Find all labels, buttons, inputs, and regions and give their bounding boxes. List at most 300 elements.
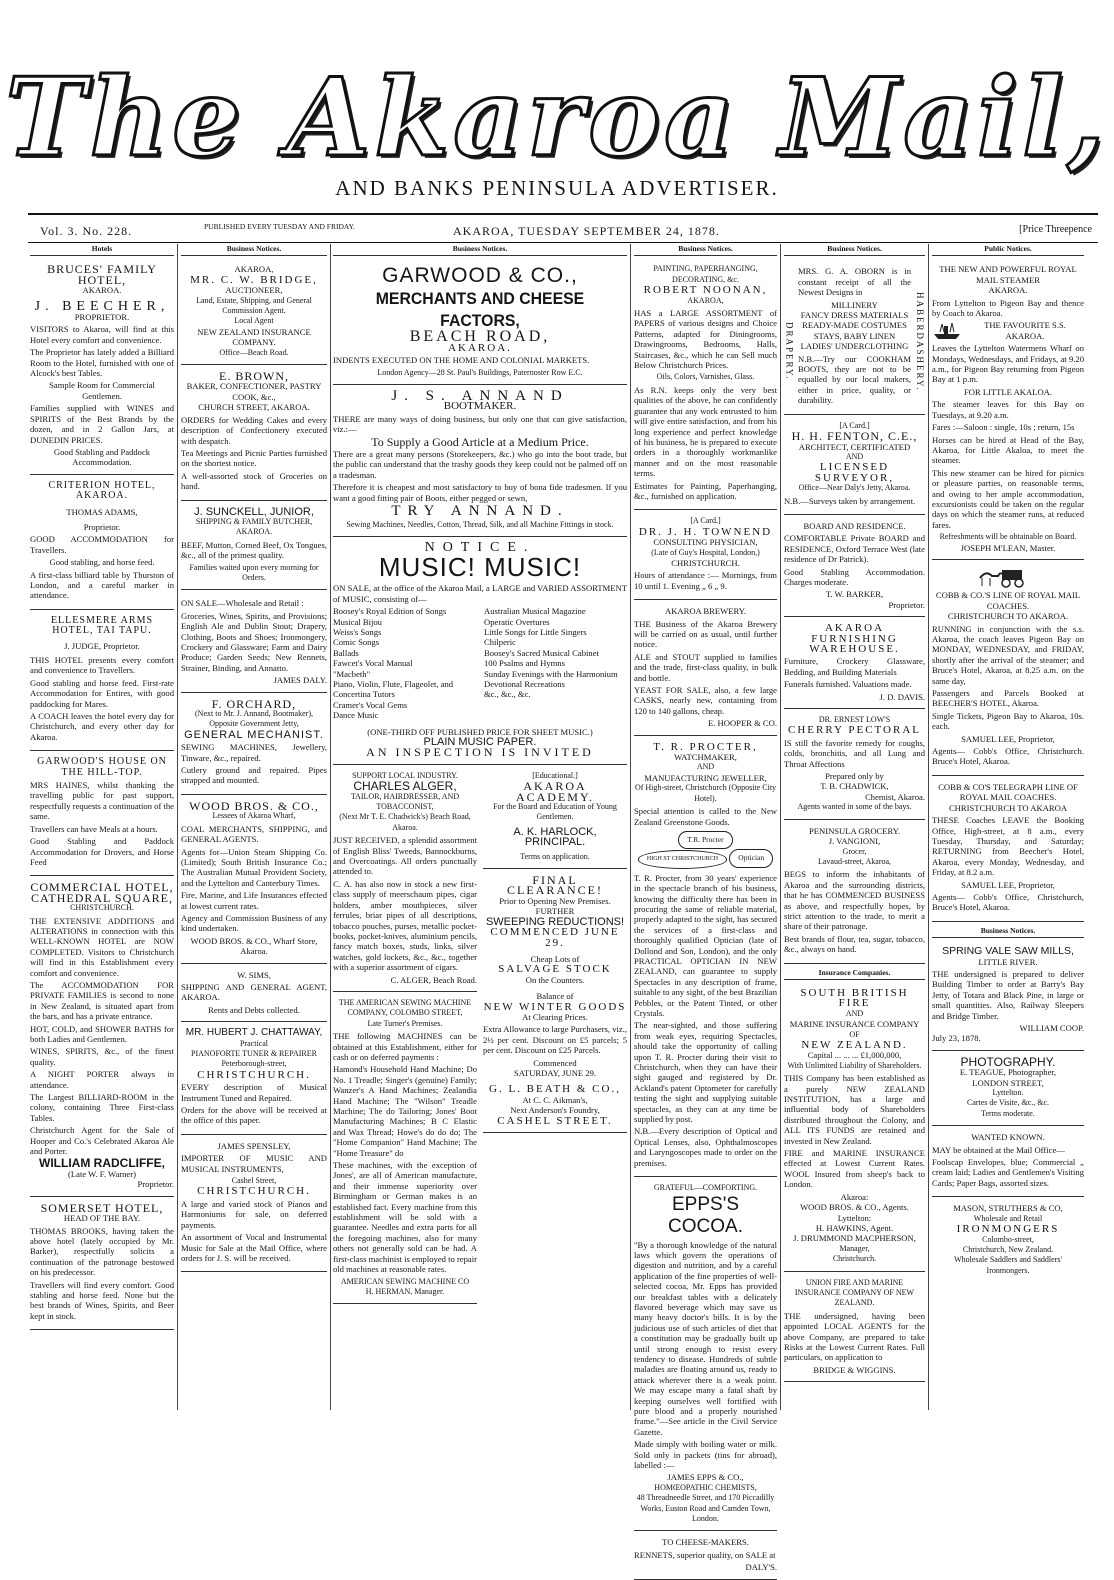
ad-heading: SUPPORT LOCAL INDUSTRY. — [352, 770, 458, 780]
ad-owner: WILLIAM RADCLIFFE, — [39, 1156, 165, 1171]
ad-text: Travellers can have Meals at a hours. — [30, 823, 158, 834]
ad-heading: CHRISTCHURCH TO AKAROA. — [947, 611, 1069, 622]
ad-owner: G. L. BEATH & CO., — [489, 1083, 621, 1096]
ad-brown — [181, 369, 327, 500]
ad-role: BOOTMAKER. — [443, 400, 517, 413]
ad-owner: ROBERT NOONAN, — [643, 284, 768, 297]
ad-place: CHRISTCHURCH. — [197, 1185, 311, 1198]
ad-text: Made simply with boiling water or milk. Sold only in packets (tins for abroad), labelled :— — [634, 1439, 777, 1471]
ad-text: Cutlery ground and repaired. Pipes strapped and mounted. — [181, 765, 327, 786]
ad-text: A large and varied stock of Pianos and Harmoniums for sale, on deferred payments. — [181, 1198, 327, 1230]
music-list-item: 100 Psalms and Hymns — [484, 658, 565, 669]
ad-role: HOMŒOPATHIC CHEMISTS, — [654, 1482, 757, 1492]
ad-text: Oils, Colors, Varnishes, Glass. — [656, 372, 755, 382]
music-list-item: Boosey's Sacred Musical Cabinet — [484, 647, 599, 658]
ad-title: EPPS'S COCOA. — [668, 1193, 743, 1237]
ad-text: The Largest BILLIARD-ROOM in the colony, containing Three First-class Tables. — [30, 1092, 174, 1123]
ad-text: HAS a LARGE ASSORTMENT of PAPERS of various designs and Choice Patterns, adapted for Diningrooms, Drawingrooms, Bedrooms, Halls, Staircases, &c., which he can Sell much Below Christchurch Prices. — [634, 308, 777, 371]
ad-text: Horses can be hired at Head of the Bay, Akaroa, for Little Akaloa, to meet the steamer. — [932, 434, 1084, 466]
music-list-item: Fawcet's Vocal Manual — [333, 658, 413, 669]
ad-text: Cartes de Visite, &c., &c. — [966, 1098, 1050, 1108]
ad-place: Of High-street, Christchurch (Opposite City Hotel). — [634, 783, 777, 803]
ad-role: PAINTING, PAPERHANGING, DECORATING, &c. — [653, 264, 758, 284]
music-list-item: Sunday Evenings with the Harmonium — [484, 668, 618, 679]
ad-garwood-co — [333, 262, 627, 385]
ad-text: A COACH leaves the hotel every day for Christchurch, and every other day for Akaroa. — [30, 711, 174, 742]
column-rule — [330, 244, 331, 1410]
ad-garwoods-house — [30, 755, 174, 876]
ad-heading: CHRISTCHURCH TO AKAROA — [948, 802, 1068, 813]
music-list-item: Dance Music — [333, 710, 379, 721]
oborn-item: FANCY DRESS MATERIALS — [800, 310, 909, 321]
ad-text: Single Tickets, Pigeon Bay to Akaroa, 10s. each. — [932, 710, 1084, 732]
oborn-item: STAYS, BABY LINEN — [813, 330, 896, 341]
haberdashery-vertical-label: HABERDASHERY. — [915, 292, 925, 393]
oborn-item: MILLINERY — [831, 299, 878, 310]
procter-badge-left: T.R. Procter — [678, 831, 732, 849]
ad-text: Therefore it is cheapest and most satisfactory to buy of bona fide tradesmen. If you want a good fitting pair of Boots, either pegged or sewn, — [333, 482, 627, 503]
ad-owner: MASON, STRUTHERS & CO, — [953, 1203, 1063, 1214]
ad-place: (Next to Mr. J. Annand, Bootmaker), Opposite Government Jetty, — [195, 709, 313, 729]
ad-alger — [333, 769, 477, 992]
ad-owner: J. JUDGE, Proprietor. — [64, 640, 140, 651]
ad-bruces-hotel — [30, 262, 174, 474]
ad-place: Lyttelton: — [837, 1212, 872, 1223]
music-list-item: Australian Musical Magazine — [484, 606, 586, 617]
ad-role: Manager, — [839, 1243, 870, 1253]
ad-heading: [A Card.] — [839, 420, 870, 430]
music-list-item: Cramer's Vocal Gems — [333, 699, 408, 710]
ad-text: The near-sighted, and those suffering from weak eyes, requiring Spectacles, should take the opportunity of calling upon T. R. Procter during their visit to Christchurch, when they can have their sight gauged and registered by Dr. Ackland's patent Optometer for carefully testing the sight and supplying suitable spectacles, as they can at any time be supplied by post. — [634, 1020, 777, 1125]
ad-owner: J. BEECHER, — [34, 298, 170, 314]
ad-text: Estimates for Painting, Paperhanging, &c., furnished on application. — [634, 480, 777, 501]
ad-text: Agency and Commission Business of any kind undertaken. — [181, 912, 327, 934]
ad-text: GOOD ACCOMMODATION for Travellers. — [30, 534, 174, 555]
ad-text: (Late of Guy's Hospital, London,) — [651, 547, 760, 557]
ad-owner: E. TEAGUE, Photographer, — [959, 1067, 1057, 1078]
ad-union-fire — [784, 1276, 925, 1383]
dateline — [28, 222, 1098, 242]
ad-text: There are a great many persons (Storekeepers, &c.) who go into the boot trade, but the public can understand that the trashy goods they keep could not be palmed off on a tradesman. — [333, 449, 627, 480]
ad-slogan: AN INSPECTION IS INVITED — [366, 745, 594, 760]
ad-somerset-hotel — [30, 1201, 174, 1330]
ad-owner: JAMES DALY. — [273, 675, 327, 686]
oborn-item-list — [798, 300, 911, 352]
ad-text: Travellers will find every comfort. Good stabling and horse feed. None but the best brands of Wines, Spirits, and Beer kept in stock. — [30, 1279, 174, 1321]
ad-role: Proprietor. — [137, 1179, 174, 1190]
ad-text: SALVAGE STOCK — [498, 963, 612, 976]
ad-owner: MR. C. W. BRIDGE, — [190, 273, 318, 286]
ad-commercial-hotel — [30, 880, 174, 1196]
ad-place: AKAROA, — [234, 264, 274, 275]
ad-place: Akaroa: — [840, 1191, 869, 1202]
ad-title: FINAL CLEARANCE! — [507, 873, 603, 898]
ad-text: EVERY description of Musical Instrument Tuned and Repaired. — [181, 1082, 327, 1103]
ad-text: Hours of attendance :— Mornings, from 10 until 1. Evening „ 6 „ 9. — [634, 570, 777, 591]
music-list-item: Operatic Overtures — [484, 616, 550, 627]
issue-date: AKAROA, TUESDAY SEPTEMBER 24, 1878. — [453, 224, 720, 238]
ad-owner: SAMUEL LEE, Proprietor, — [961, 733, 1055, 744]
ad-role: AUCTIONEER, — [225, 285, 283, 296]
music-list-item: Weiss's Songs — [333, 626, 382, 637]
ad-daly — [181, 594, 327, 692]
ad-text: The ACCOMMODATION FOR PRIVATE FAMILIES is second to none in New Zealand, is situated apart from the bars, and has a private entrance. — [30, 979, 174, 1022]
ad-text: A NIGHT PORTER always in attendance. — [30, 1069, 174, 1090]
ad-photography — [932, 1055, 1084, 1126]
dateline-rule — [28, 242, 1098, 243]
ad-owner: JOSEPH M'LEAN, Master. — [960, 542, 1056, 553]
ad-place: Christchurch, New Zealand. — [962, 1244, 1054, 1254]
section-heading: Hotels — [30, 244, 174, 256]
ad-owner: COBB & CO'S TELEGRAPH LINE OF ROYAL MAIL COACHES. — [938, 781, 1078, 803]
music-list — [333, 606, 627, 720]
ad-heading: BOARD AND RESIDENCE. — [803, 520, 906, 531]
ad-spensley — [181, 1139, 327, 1272]
ad-owner: SAMUEL LEE, Proprietor, — [961, 879, 1055, 890]
ad-text: Agents— Cobb's Office, Christchurch, Bruce's Hotel, Akaroa. — [932, 891, 1084, 913]
ad-text: Special attention is called to the New Zealand Greenstone Goods. — [634, 806, 777, 827]
music-list-item: Devotional Recreations — [484, 678, 565, 689]
music-list-item: &c., &c., &c. — [484, 689, 531, 700]
ad-place: CHURCH STREET, AKAROA. — [198, 402, 310, 413]
music-list-item: Little Songs for Little Singers — [484, 626, 587, 637]
ad-text: Fire, Marine, and Life Insurances effected at lowest current rates. — [181, 890, 327, 911]
publication-schedule: PUBLISHED EVERY TUESDAY AND FRIDAY. — [204, 222, 355, 231]
ad-owner: E. BROWN, — [219, 369, 289, 384]
ad-text: Groceries, Wines, Spirits, and Provisions; English Ale and Dublin Stout; Drapery, Clothing, Boots and Shoes; Ironmongery, Crockery and Glassware; Farm and Dairy Produce; Garden Seeds; New Rennets, Strainer, Binding, and Annatto. — [181, 610, 327, 673]
column-rule — [928, 244, 929, 1410]
ad-text: SWEEPING REDUCTIONS! — [485, 915, 625, 928]
ad-owner: JAMES SPENSLEY, — [217, 1140, 291, 1151]
ad-text: N.B.—Try our COOKHAM BOOTS, they are not to be equalled by our local makers, either in price, quality, or durability. — [798, 353, 911, 406]
ad-place: Office—Beach Road. — [219, 347, 289, 357]
ad-place: Next Anderson's Foundry, — [510, 1105, 600, 1116]
ad-text: HOT, COLD, and SHOWER BATHS for both Ladies and Gentlemen. — [30, 1023, 174, 1044]
ad-slogan: TRY ANNAND. — [391, 503, 569, 520]
ad-text: Agents— Cobb's Office, Christchurch. Bruce's Hotel, Akaroa. — [932, 746, 1084, 767]
column-rule — [177, 244, 178, 1410]
ad-text: YEAST FOR SALE, also, a few large CASKS, nearly new, containing from 120 to 140 gallons, cheap. — [634, 685, 777, 716]
ad-text: Balance of — [536, 991, 574, 1002]
ad-text: MRS. G. A. OBORN is in constant receipt of all the Newest Designs in — [798, 266, 911, 298]
ad-text: Families supplied with WINES and SPIRITS of the Best Brands by the dozen, and in 2 Gallon Jars, at DUNEDIN PRICES. — [30, 403, 174, 445]
ad-owner: AKAROA ACADEMY. — [515, 779, 595, 804]
ad-title: SOMERSET HOTEL, — [40, 1200, 164, 1215]
ad-text: Good stabling and horse feed. First-rate Accommodation for Entires, with good paddocking for Mares. — [30, 677, 174, 709]
ad-owner: AMERICAN SEWING MACHINE CO — [340, 1276, 470, 1286]
ad-text: MRS HAINES, whilst thanking the travelling public for past support, respectfully requests a continuation of the same. — [30, 780, 174, 822]
ad-text: THE FAVOURITE S.S. AKAROA. — [984, 320, 1066, 341]
ad-title: THE NEW AND POWERFUL ROYAL MAIL STEAMER — [939, 264, 1077, 285]
section-heading: Business Notices. — [932, 926, 1084, 938]
ad-text: Commenced — [533, 1057, 577, 1068]
ad-heading: PHOTOGRAPHY. — [960, 1054, 1056, 1069]
ad-peninsula-grocery — [784, 824, 925, 964]
ad-place: 48 Threadneedle Street, and 170 Piccadilly Works, Euston Road and Camden Town, London. — [636, 1493, 775, 1524]
ad-owner: DALY'S. — [745, 1562, 777, 1573]
ad-heading: FOR LITTLE AKALOA. — [963, 386, 1053, 397]
ad-text: Furniture, Crockery Glassware, Bedding, and Building Materials — [784, 656, 925, 677]
ad-role: AND — [845, 1008, 864, 1018]
ad-text: THIS HOTEL presents every comfort and convenience to Travellers. — [30, 655, 174, 676]
ad-owner: J. VANGIONI, — [828, 836, 881, 847]
ad-role: BAKER, CONFECTIONER, PASTRY COOK, &c., — [186, 381, 322, 402]
ad-text: For the Board and Education of Young Gentlemen. — [493, 802, 617, 822]
ad-text: Families waited upon every morning for Orders. — [189, 562, 319, 582]
ad-owner: A. K. HARLOCK, PRINCIPAL. — [513, 825, 597, 849]
ad-owner: H. HAWKINS, Agent. — [815, 1222, 894, 1233]
music-list-left — [333, 606, 476, 720]
music-list-item: Comic Songs — [333, 637, 380, 648]
section-heading: Business Notices. — [784, 244, 925, 256]
procter-badge-right: Optician — [729, 849, 773, 867]
col3-right — [483, 769, 627, 1309]
ad-text: (ONE-THIRD OFF PUBLISHED PRICE FOR SHEET MUSIC.) — [367, 726, 593, 737]
ad-owner: WOOD BROS. & CO., — [189, 798, 319, 813]
ad-board-residence — [784, 519, 925, 617]
ad-role: GENERAL MECHANIST. — [184, 728, 324, 741]
ad-role: SHIPPING & FAMILY BUTCHER, AKAROA. — [195, 516, 313, 537]
ad-role: H. HERMAN, Manager. — [365, 1286, 445, 1296]
ad-text: MAY be obtained at the Mail Office— — [932, 1144, 1065, 1155]
ad-owner: H. H. FENTON, C.E., — [791, 429, 918, 444]
ad-text: Wholesale Saddlers and Saddlers' Ironmongers. — [954, 1255, 1062, 1275]
ad-owner: AKAROA FURNISHING WAREHOUSE. — [809, 622, 900, 655]
ad-text: On the Counters. — [525, 974, 585, 985]
ad-place: CHRISTCHURCH. — [671, 557, 740, 568]
ad-text: Agents for—Union Steam Shipping Co. (Limited); South British Insurance Co.; The Australian Mutual Provident Society, and the Lyttelton and Canterbury Times. — [181, 846, 327, 888]
ad-place: HEAD OF THE BAY. — [63, 1213, 141, 1224]
ad-owner: PENINSULA GROCERY. — [808, 825, 901, 836]
ad-text: THESE Coaches LEAVE the Booking Office, High-street, at 8 a.m., every Tuesday, Thursday, and Saturday; RETURNING from Beecher's Hotel, Akaroa, every Monday, Wednesday, and Friday, at 8.2 a.m. — [932, 815, 1084, 878]
ad-owner: UNION FIRE AND MARINE INSURANCE COMPANY OF NEW ZEALAND. — [794, 1277, 915, 1308]
ad-text: Sewing Machines, Needles, Cotton, Thread, Silk, and all Machine Fittings in stock. — [346, 519, 614, 529]
ad-text: FIRE and MARINE INSURANCE effected at Lowest Current Rates. WOOL Insured from sheep's back to London. — [784, 1148, 925, 1190]
ad-text: RENNETS, superior quality, on SALE at — [634, 1549, 776, 1560]
ad-role: IRONMONGERS — [956, 1223, 1060, 1236]
ad-owner: MR. HUBERT J. CHATTAWAY, — [185, 1027, 323, 1039]
steamer-row — [932, 320, 1084, 341]
column-business-2 — [333, 244, 627, 1410]
ad-place: AKAROA, — [687, 295, 724, 305]
ad-text: An assortment of Vocal and Instrumental Music for Sale at the Mail Office, where orders for J. S. will be received. — [181, 1232, 327, 1263]
ad-text: COMFORTABLE Private BOARD and RESIDENCE, Oxford Terrace West (late residence of Dr Patrick). — [784, 533, 925, 565]
ad-text: July 23, 1878. — [932, 1033, 981, 1044]
ad-role: NEW ZEALAND INSURANCE COMPANY. — [197, 326, 311, 348]
ad-role: Lessees of Akaroa Wharf, — [212, 811, 296, 821]
ad-text: ALE and STOUT supplied to families and the trade, first-class quality, in bulk and bottle. — [634, 651, 777, 683]
ad-owner: DR. ERNEST LOW'S — [818, 715, 891, 725]
ad-sunckell — [181, 505, 327, 591]
column-rule — [630, 244, 631, 1410]
ad-text: BEGS to inform the inhabitants of Akaroa and the surrounding districts, that he has COMMENCED BUSINESS as above, and respectfully hopes, by strict attention to the trade, to merit a share of their patronage. — [784, 869, 925, 932]
ad-role: Grocer, — [842, 846, 867, 856]
ad-role: Local Agent — [234, 316, 274, 326]
steamer-ship-icon — [932, 322, 962, 340]
ad-chattaway — [181, 1026, 327, 1135]
oborn-item: LADIES' UNDERCLOTHING — [800, 341, 909, 352]
column-business-4 — [784, 244, 925, 1410]
ad-noonan — [634, 262, 777, 510]
ad-text: THE following MACHINES can be obtained at this Establishment, either for cash or on deferred payments : — [333, 1031, 477, 1062]
ad-fenton — [784, 419, 925, 515]
ad-owner: WOOD BROS. & CO., Agents. — [800, 1202, 909, 1213]
ad-role: ARCHITECT, CERTIFICATED — [798, 441, 911, 452]
ad-place: BEACH ROAD, — [409, 328, 551, 346]
ad-owner: COBB & CO.'S LINE OF ROYAL MAIL COACHES. — [935, 590, 1081, 611]
ad-text: N.B.—Every description of Optical and Optical Lenses, also, Ophthalmoscopes and Laryngoscopes made to order on the premises. — [634, 1126, 777, 1168]
ad-wanted-known — [932, 1130, 1084, 1197]
ad-text: ORDERS for Wedding Cakes and every description of Confectionery executed with despatch. — [181, 414, 327, 446]
ad-role: Land, Estate, Shipping, and General Commission Agent. — [196, 295, 312, 316]
ad-text: JUST RECEIVED, a splendid assortment of English Bliss' Tweeds, Bannockburns, and Overcoatings. All orders punctually attended to. — [333, 835, 477, 877]
ad-role: Wholesale and Retail — [973, 1213, 1043, 1223]
ad-saw-mills — [932, 944, 1084, 1051]
ad-text: WINES, SPIRITS, &c., of the finest quality. — [30, 1046, 174, 1067]
ad-role: PIANOFORTE TUNER & REPAIRER — [191, 1049, 317, 1058]
ad-owner: J. D. DAVIS. — [879, 691, 925, 702]
ad-role: MANUFACTURING JEWELLER, — [644, 772, 767, 783]
ad-text: ON SALE—Wholesale and Retail : — [181, 598, 304, 609]
col3-split — [333, 769, 627, 1309]
ad-owner: THOMAS ADAMS, — [66, 506, 138, 517]
ad-cherry-pectoral — [784, 713, 925, 820]
ad-final-clearance — [483, 873, 627, 1133]
ad-role: MERCHANTS AND CHEESE FACTORS, — [375, 289, 585, 331]
ad-text: Tea Meetings and Picnic Parties furnished on the shortest notice. — [181, 447, 327, 469]
ad-text: Good Stabling and Paddock Accommodation for Drovers, and Horse Feed — [30, 836, 174, 867]
ad-text: The steamer leaves for this Bay on Tuesdays, at 9.20 a.m. — [932, 399, 1084, 420]
ad-text: Extra Allowance to large Purchasers, viz., 2½ per cent. Discount on £5 parcels; 5 per cent. Discount on £25 Parcels. — [483, 1024, 627, 1056]
volume-number: Vol. 3. No. 228. — [40, 224, 133, 238]
ad-owner: JAMES EPPS & CO., — [667, 1472, 744, 1483]
ad-owner: WILLIAM COOP. — [1019, 1023, 1084, 1033]
ad-heading: [A Card.] — [690, 516, 721, 526]
ad-text: Terms on application. — [520, 851, 590, 861]
column-business-3 — [634, 244, 777, 1573]
stagecoach-icon — [978, 566, 1038, 588]
procter-badge-mid: HIGH ST CHRISTCHURCH — [638, 850, 727, 868]
ad-heading: TO CHEESE-MAKERS. — [662, 1537, 749, 1548]
ad-text: THOMAS BROOKS, having taken the above hotel (lately occupied by Mr. Barker), respectfully solicits a continuation of the patronage bestowed on his predecessor. — [30, 1225, 174, 1278]
ad-title: GARWOOD'S HOUSE ON THE HILL-TOP. — [37, 756, 167, 778]
ad-text: THE EXTENSIVE ADDITIONS and ALTERATIONS in connection with this WELL-KNOWN HOTEL are NOW COMPLETED. Visitors to Christchurch will find in this Establishment every comfort and convenience. — [30, 915, 174, 978]
ad-text: Foolscap Envelopes, blue; Commercial „ cream laid; Ladies and Gentlemen's Visiting Cards; Paper Bags, assorted sizes. — [932, 1157, 1084, 1188]
ad-place: At C. C. Aikman's, — [522, 1094, 588, 1105]
ad-place: CASHEL STREET. — [497, 1114, 613, 1127]
ad-heading: WANTED KNOWN. — [971, 1132, 1045, 1143]
ad-text: T. R. Procter, from 30 years' experience in the spectacle branch of his business, knowing the difficulty there has been in procuring the same of reliable material, properly adapted to the sight, has secured the services of a first-class and thoroughly qualified Optician (late of Dollond and Son, London), and the only PRACTICAL OPTICIAN IN NEW ZEALAND, can guarantee to supply Spectacles in any description of frame, suitable to any sight, of the best Brazilian Pebbles, or the Patent Tinted, or other Crystals. — [634, 872, 777, 1018]
ad-title: CHERRY PECTORAL — [788, 724, 921, 737]
ad-role: Proprietor. — [888, 599, 925, 610]
ad-owner: E. HOOPER & CO. — [708, 718, 777, 729]
newspaper-subtitle: AND BANKS PENINSULA ADVERTISER. — [335, 176, 779, 200]
ad-text: PLAIN MUSIC PAPER. — [423, 736, 537, 748]
music-list-item: Chilperic — [484, 637, 516, 648]
masthead — [0, 48, 1114, 181]
ad-place: LITTLE RIVER. — [978, 956, 1038, 967]
ad-text: COMMENCED JUNE 29. — [490, 926, 620, 949]
ad-text: THE undersigned, having been appointed LOCAL AGENTS for the above Company, are prepared to take Risks at the Lowest Current Rates. Full particulars, on application to — [784, 1310, 925, 1363]
ad-owner: T. W. BARKER, — [825, 589, 884, 600]
ad-text: Cheap Lots of — [530, 953, 580, 964]
ad-place: NEW ZEALAND. — [801, 1039, 908, 1051]
section-heading: Business Notices. — [333, 244, 627, 256]
column-hotels — [30, 244, 174, 1410]
ad-owner: BRIDGE & WIGGINS. — [813, 1364, 896, 1375]
ad-role: Chemist, Akaroa. — [865, 791, 925, 802]
ad-text: Good Stabling and Paddock Accommodation. — [53, 446, 151, 468]
ad-steamer — [932, 262, 1084, 560]
ad-text: THE Business of the Akaroa Brewery will be carried on as usual, until further notice. — [634, 618, 777, 650]
ad-title: ELLESMERE ARMS HOTEL, TAI TAPU. — [50, 614, 154, 637]
ad-place: Lavaud-street, Akaroa, — [817, 856, 892, 866]
ad-text: Hamond's Household Hand Machine; Do No. 1 Treadle; Singer's (genuine) Family; Wanzer's A Hand Machines; Zealandia Hand Machine; The "Wilson" Treadle Machine; The do Tailoring; Jones' Boot Manufacturing Machines; B C Elastic and Wax Thread; Howe's do do do; The "Home Companion" Hand Machine; The "Home Treasure" do — [333, 1064, 477, 1158]
ad-text: THERE are many ways of doing business, but only one that can give satisfaction, viz.:— — [333, 413, 627, 435]
ad-text: SATURDAY, JUNE 29. — [513, 1067, 597, 1078]
ad-ellesmere-hotel — [30, 614, 174, 751]
ad-text: Good Stabling Accommodation. Charges moderate. — [784, 566, 925, 587]
ad-owner: T. R. PROCTER, — [653, 740, 758, 753]
ad-cobb-co — [932, 564, 1084, 776]
ad-text: These machines, with the exception of Jones', are all of American manufacture, and their immense superiority over Birmingham or German makes is an established fact. Every machine from this establishment will be sold with a guarantee. Needles and extra parts for all the foregoing machines, also for many others not generally sold can be had. A first-class machinist is employed to repair old machines at reasonable rates. — [333, 1160, 477, 1275]
ad-mason-struthers — [932, 1201, 1084, 1282]
drapery-vertical-label: DRAPERY. — [784, 322, 795, 382]
ad-place: Colombo-street, — [982, 1234, 1034, 1244]
ad-text: SHIPPING AND GENERAL AGENT, AKAROA. — [181, 981, 327, 1003]
music-list-right — [484, 606, 627, 720]
ad-text: THE undersigned is prepared to deliver Building Timber to order at Barry's Bay Jetty, of Totara and Black Pine, in large or small quantities. Also, Railway Sleepers and Bridge Timber. — [932, 968, 1084, 1021]
ad-furnishing — [784, 621, 925, 709]
ad-text: IMPORTER OF MUSIC AND MUSICAL INSTRUMENTS, — [181, 1153, 327, 1174]
ad-procter — [634, 740, 777, 1177]
ad-text: C. A. has also now in stock a new first-class supply of meerschaum pipes, cigar holders, amber mouthpieces, silver ferrules, briar pipes of all descriptions, tobacco pouches, purses, metallic pocket-books, pocket-knives, aluminium pencils, fancy match boxes, studs, links, silver watches, gold lockets, &c., &c., together with a superior assortment of cigars. — [333, 878, 477, 973]
ad-role: CONSULTING PHYSICIAN, — [653, 537, 758, 548]
ad-title: BRUCES' FAMILY HOTEL, — [47, 262, 157, 287]
ad-title: MUSIC! MUSIC! — [378, 552, 582, 583]
ad-role: Proprietor. — [83, 521, 121, 532]
ad-text: THIS Company has been established as a purely NEW ZEALAND INSTITUTION, has a large and influential body of Shareholders distributed throughout the Colony, and ALL ITS FUNDS are retained and invested in New Zealand. — [784, 1073, 925, 1146]
music-list-item: Piano, Violin, Flute, Flageolet, and Concertina Tutors — [333, 678, 454, 700]
column-rule — [780, 244, 781, 1410]
section-heading: Business Notices. — [181, 244, 327, 256]
ad-place: Late Turner's Premises. — [367, 1018, 443, 1028]
ad-text: Rents and Debts collected. — [208, 1004, 300, 1015]
ad-place: LONDON STREET, — [972, 1077, 1044, 1088]
column-business-1 — [181, 244, 327, 1410]
ad-text: SEWING MACHINES, Jewellery, Tinware, &c., repaired. — [181, 742, 327, 763]
ad-text: At Clearing Prices. — [522, 1011, 588, 1022]
ad-cheese — [634, 1535, 777, 1579]
ad-text: INDENTS EXECUTED ON THE HOME AND COLONIAL MARKETS. — [333, 355, 590, 366]
ad-text: Prepared only by — [825, 771, 884, 782]
ad-text: Agents wanted in some of the bays. — [797, 802, 912, 812]
ad-bridge — [181, 262, 327, 365]
ad-text: FURTHER — [535, 906, 575, 917]
ad-text: Refreshments will be obtainable on Board. — [939, 532, 1077, 542]
ad-heading: NOTICE. — [424, 539, 536, 555]
procter-spectacles-emblem — [634, 831, 777, 869]
ad-owner: T. B. CHADWICK, — [820, 781, 889, 792]
ad-role: Practical — [240, 1038, 268, 1048]
ad-text: Best brands of flour, tea, sugar, tobacco, &c., always on hand. — [784, 933, 925, 955]
ad-orchard — [181, 697, 327, 795]
ad-text: ON SALE, at the office of the Akaroa Mail, a LARGE and VARIED ASSORTMENT of MUSIC, consisting of— — [333, 583, 627, 604]
ad-role: AND — [845, 451, 864, 461]
ad-text: "By a thorough knowledge of the natural laws which govern the operations of digestion and nutrition, and by a careful application of the fine properties of well-selected cocoa, Mr. Epps has provided our breakfast tables with a delicately flavored beverage which may save us many heavy doctor's bills. It is by the judicious use of such articles of diet that a constitution may be gradually built up until strong enough to resist every tendency to disease. Hundreds of subtle maladies are floating around us, ready to attack wherever there is a weak point. We may escape many a fatal shaft by keeping ourselves well fortified with pure blood and a properly nourished frame."—See article in the Civil Service Gazette. — [634, 1239, 777, 1437]
ad-place: Christchurch. — [832, 1254, 877, 1264]
ad-place: AKAROA. — [82, 285, 122, 296]
